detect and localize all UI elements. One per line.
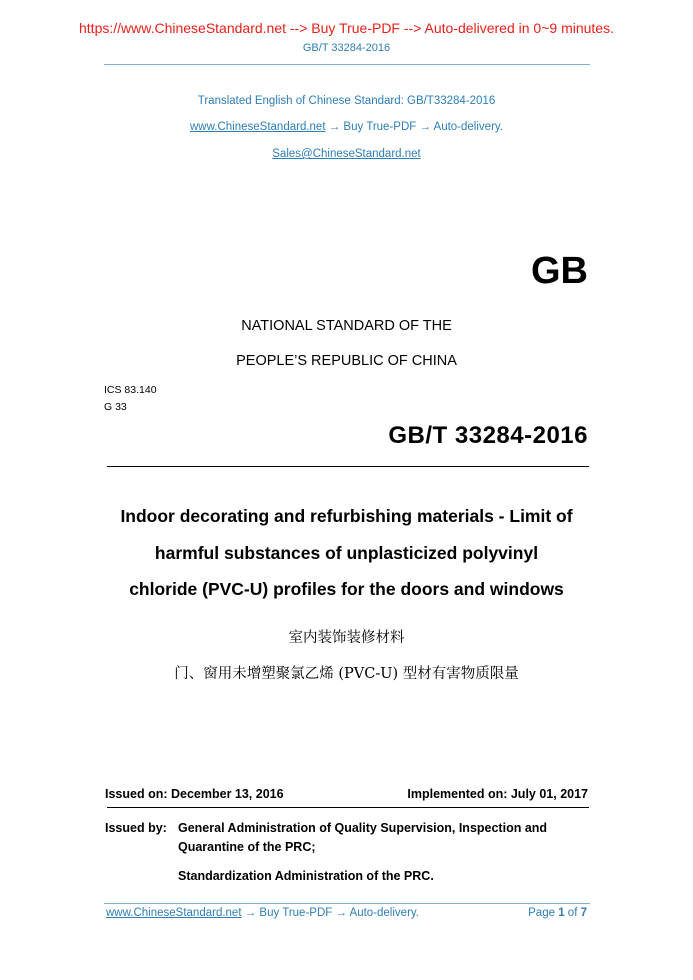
implemented-on: Implemented on: July 01, 2017 — [407, 787, 588, 801]
email-line — [0, 148, 693, 160]
issued-on: Issued on: December 13, 2016 — [105, 787, 284, 801]
title-divider — [107, 466, 589, 467]
issued-divider — [107, 807, 589, 808]
header-standard-code: GB/T 33284-2016 — [302, 42, 391, 54]
footer-divider — [104, 903, 590, 904]
issued-by-org-2: Quarantine of the PRC; — [178, 840, 316, 854]
page-number: 1 — [558, 907, 565, 919]
title-line-3: chloride (PVC-U) profiles for the doors and windows — [129, 579, 564, 599]
g-code: G 33 — [104, 401, 127, 413]
delivery-text: → Buy True-PDF → Auto-delivery. — [325, 121, 503, 133]
title-line-2: harmful substances of unplasticized polyvinyl — [154, 543, 539, 563]
translated-line: Translated English of Chinese Standard: GB/T33284-2016 — [197, 95, 496, 107]
chinese-title-line-2: 门、窗用未增塑聚氯乙烯 (PVC-U) 型材有害物质限量 — [174, 666, 519, 682]
standard-code: GB/T 33284-2016 — [388, 422, 588, 449]
page-indicator — [528, 907, 587, 919]
ics-code: ICS 83.140 — [104, 384, 157, 396]
gb-logo: GB — [531, 250, 588, 292]
national-standard-line2: PEOPLE’S REPUBLIC OF CHINA — [236, 353, 457, 369]
title-line-1: Indoor decorating and refurbishing materials - Limit of — [120, 506, 573, 526]
page-label: Page — [528, 907, 555, 919]
header-divider — [104, 64, 590, 65]
of-label: of — [567, 907, 578, 919]
issued-by-label: Issued by: — [105, 821, 167, 835]
delivery-line — [0, 121, 693, 133]
site-link[interactable]: www.ChineseStandard.net — [190, 121, 326, 133]
issued-by-org-3: Standardization Administration of the PRC. — [178, 869, 434, 883]
issued-by-org-1: General Administration of Quality Supervision, Inspection and — [178, 821, 548, 835]
footer-links — [106, 907, 419, 919]
chinese-title-line-1: 室内装饰装修材料 — [288, 630, 405, 646]
top-banner[interactable]: https://www.ChineseStandard.net --> Buy True-PDF --> Auto-delivered in 0~9 minutes. — [79, 20, 614, 36]
national-standard-line1: NATIONAL STANDARD OF THE — [241, 318, 452, 334]
email-link[interactable]: Sales@ChineseStandard.net — [272, 148, 421, 160]
page-total: 7 — [580, 907, 587, 919]
footer-site-link[interactable]: www.ChineseStandard.net — [106, 907, 242, 919]
footer-delivery-text: → Buy True-PDF → Auto-delivery. — [241, 907, 419, 919]
